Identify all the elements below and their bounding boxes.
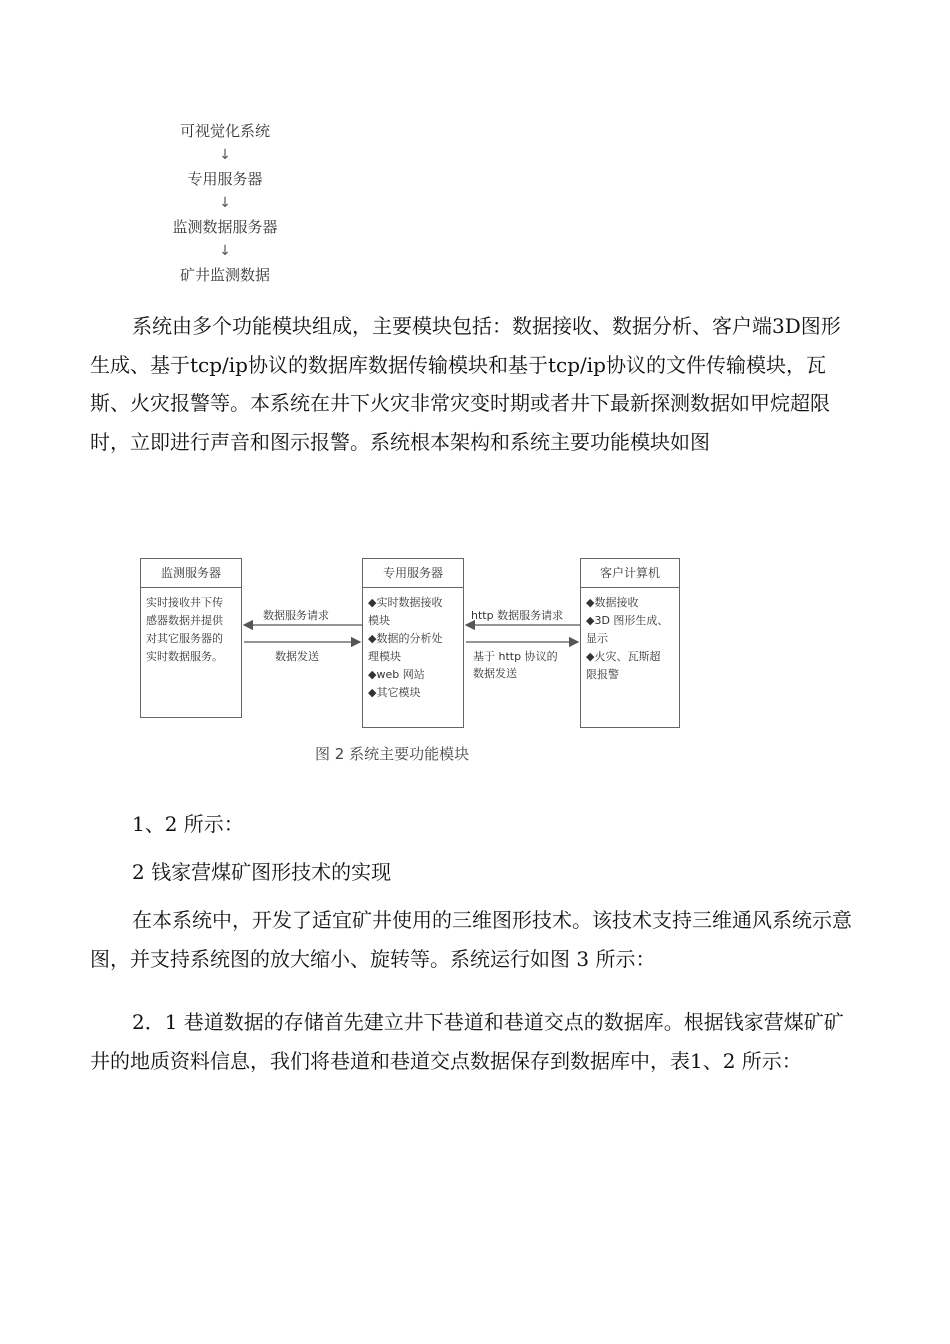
right-request-label: http 数据服务请求 <box>471 609 564 622</box>
connector-arrows <box>140 558 685 773</box>
paragraph-tunnel-data: 2．1 巷道数据的存储首先建立井下巷道和巷道交点的数据库。根据钱家营煤矿矿井的地质资料信息，我们将巷道和巷道交点数据保存到数据库中，表1、2 所示： <box>90 1010 844 1073</box>
flow-node-dedicated-server: 专用服务器 <box>187 170 263 188</box>
flow-node-monitor-server: 监测数据服务器 <box>172 218 278 236</box>
box-body: ◆数据接收 ◆3D 图形生成、 显示 ◆火灾、瓦斯超 限报警 <box>586 596 669 681</box>
right-send-label-line1: 基于 http 协议的 <box>473 650 558 663</box>
right-send-label-line2: 数据发送 <box>473 667 517 680</box>
flow-node-visualization: 可视觉化系统 <box>179 122 270 140</box>
left-request-label: 数据服务请求 <box>263 609 329 622</box>
paragraph-3d-graphics: 在本系统中，开发了适宜矿井使用的三维图形技术。该技术支持三维通风系统示意图，并支持系统图的放大缩小、旋转等。系统运行如图 3 所示： <box>90 908 852 971</box>
flow-diagram <box>150 120 300 286</box>
down-arrow-icon: ↓ <box>219 243 231 259</box>
left-send-label: 数据发送 <box>275 650 319 663</box>
down-arrow-icon: ↓ <box>219 147 231 163</box>
paragraph-system-modules: 系统由多个功能模块组成，主要模块包括：数据接收、数据分析、客户端3D图形生成、基于tcp/ip协议的数据库数据传输模块和基于tcp/ip协议的文件传输模块，瓦斯、火灾报警等。本系统在井下火灾非常灾变时期或者井下最新探测数据如甲烷超限时，立即进行声音和图示报警。系统根本架构和系统主要功能模块如图 <box>90 314 841 454</box>
down-arrow-icon: ↓ <box>219 195 231 211</box>
box-body: ◆实时数据接收 模块 ◆数据的分析处 理模块 ◆web 网站 ◆其它模块 <box>368 596 443 699</box>
box-title: 专用服务器 <box>363 559 463 588</box>
box-body: 实时接收井下传 感器数据并提供 对其它服务器的 实时数据服务。 <box>146 596 223 663</box>
figure-caption: 图 2 系统主要功能模块 <box>315 745 470 763</box>
system-modules-diagram <box>140 558 685 773</box>
box-title: 监测服务器 <box>141 559 241 588</box>
section-heading: 2 钱家营煤矿图形技术的实现 <box>132 860 392 884</box>
flow-node-mine-data: 矿井监测数据 <box>179 266 270 284</box>
box-title: 客户计算机 <box>581 559 679 588</box>
line-after-figure: 1、2 所示： <box>132 812 244 836</box>
